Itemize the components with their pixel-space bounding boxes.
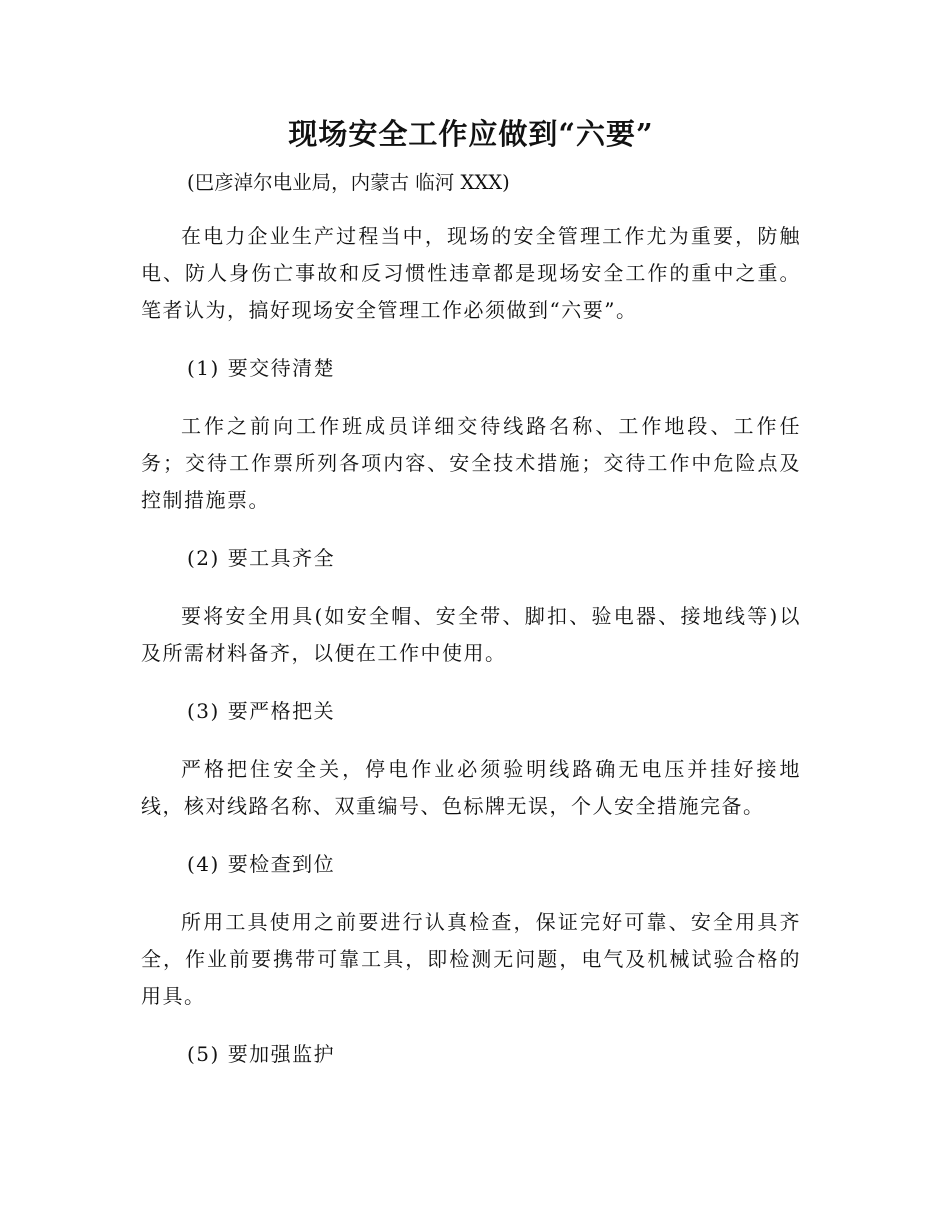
section-5-heading: (5) 要加强监护 <box>187 1042 336 1066</box>
author-affiliation: (巴彦淖尔电业局，内蒙古 临河 XXX) <box>187 171 510 194</box>
section-2-heading: (2) 要工具齐全 <box>187 546 336 570</box>
section-3-body: 严格把住安全关，停电作业必须验明线路确无电压并挂好接地线，核对线路名称、双重编号、色标牌无误，个人安全措施完备。 <box>141 757 801 818</box>
document-title: 现场安全工作应做到“六要” <box>288 117 654 151</box>
section-1-heading: (1) 要交待清楚 <box>187 356 336 380</box>
document-page <box>141 110 801 1073</box>
section-4-heading: (4) 要检查到位 <box>187 852 336 876</box>
intro-paragraph: 在电力企业生产过程当中，现场的安全管理工作尤为重要，防触电、防人身伤亡事故和反习惯性违章都是现场安全工作的重中之重。笔者认为，搞好现场安全管理工作必须做到“六要”。 <box>141 224 801 322</box>
section-2-body: 要将安全用具(如安全帽、安全带、脚扣、验电器、接地线等)以及所需材料备齐，以便在工作中使用。 <box>141 604 801 665</box>
section-4-body: 所用工具使用之前要进行认真检查，保证完好可靠、安全用具齐全，作业前要携带可靠工具，即检测无问题，电气及机械试验合格的用具。 <box>141 910 801 1008</box>
section-1-body: 工作之前向工作班成员详细交待线路名称、工作地段、工作任务；交待工作票所列各项内容、安全技术措施；交待工作中危险点及控制措施票。 <box>141 414 801 512</box>
section-3-heading: (3) 要严格把关 <box>187 699 336 723</box>
